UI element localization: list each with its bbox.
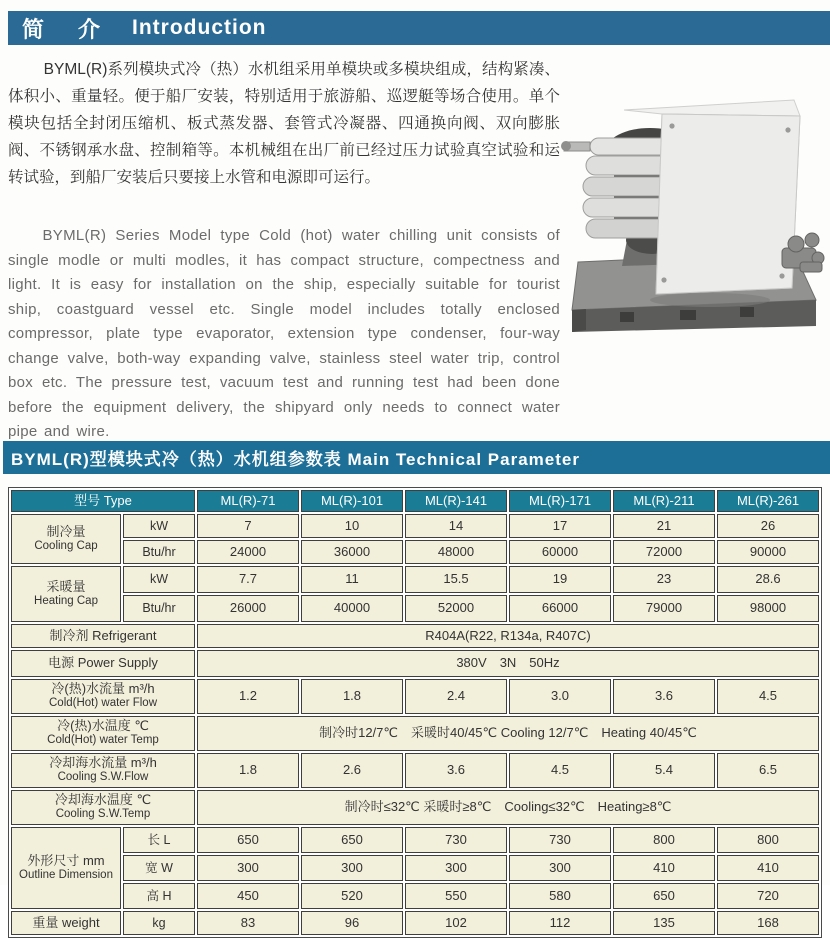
table-cell: 410 <box>613 855 715 881</box>
table-cell: 3.6 <box>613 679 715 714</box>
table-cell: 15.5 <box>405 566 507 593</box>
table-cell: 102 <box>405 911 507 935</box>
table-cell: 550 <box>405 883 507 909</box>
table-cell: 720 <box>717 883 819 909</box>
table-cell: 21 <box>613 514 715 538</box>
table-cell: 800 <box>717 827 819 853</box>
unit-cell: kW <box>123 514 195 538</box>
unit-cell: kg <box>123 911 195 935</box>
unit-cell: 高 H <box>123 883 195 909</box>
intro-paragraph-en: BYML(R) Series Model type Cold (hot) water chilling unit consists of single modle or multi modles, it has compact structure, compectness and light. It is easy for installation on the ship, especially suitable for tourist ship, coastguard vessel etc. Single model includes totally enclosed compressor, plate type evaporator, extension type condenser, four-way change valve, both-way expanding valve, stainless steel water trip, control box etc. The pressure test, vacuum test and running test had been done before the equipment delivery, the shipyard only needs to connect water pipe and wire. <box>8 227 560 440</box>
row-label-water-flow: 冷(热)水流量 m³/h Cold(Hot) water Flow <box>11 679 195 714</box>
intro-header-bar <box>8 11 830 45</box>
table-cell: 800 <box>613 827 715 853</box>
row-label-sw-temp: 冷却海水温度 ℃ Cooling S.W.Temp <box>11 790 195 825</box>
row-label-water-temp: 冷(热)水温度 ℃ Cold(Hot) water Temp <box>11 716 195 751</box>
dimension-length-row <box>11 827 819 853</box>
sw-flow-row <box>11 753 819 788</box>
heating-kw-row <box>11 566 819 593</box>
table-cell: 79000 <box>613 595 715 622</box>
refrigerant-value: R404A(R22, R134a, R407C) <box>197 624 819 648</box>
table-cell: 96 <box>301 911 403 935</box>
parameters-table <box>8 487 822 938</box>
unit-cell: 宽 W <box>123 855 195 881</box>
table-cell: 72000 <box>613 540 715 564</box>
unit-cell: Btu/hr <box>123 540 195 564</box>
table-cell: 23 <box>613 566 715 593</box>
table-cell: 2.4 <box>405 679 507 714</box>
table-cell: 300 <box>197 855 299 881</box>
table-cell: 48000 <box>405 540 507 564</box>
table-cell: 300 <box>405 855 507 881</box>
table-cell: 90000 <box>717 540 819 564</box>
table-cell: 26000 <box>197 595 299 622</box>
water-temp-value: 制冷时12/7℃ 采暖时40/45℃ Cooling 12/7℃ Heating 40/45℃ <box>197 716 819 751</box>
parameters-title: BYML(R)型模块式冷（热）水机组参数表 Main Technical Parameter <box>11 450 580 469</box>
col-header-type: 型号 Type <box>11 490 195 512</box>
intro-title-zh: 简 介 <box>22 16 107 42</box>
sw-temp-value: 制冷时≤32℃ 采暖时≥8℃ Cooling≤32℃ Heating≥8℃ <box>197 790 819 825</box>
table-cell: 28.6 <box>717 566 819 593</box>
water-temp-row <box>11 716 819 751</box>
table-cell: 4.5 <box>509 753 611 788</box>
table-cell: 135 <box>613 911 715 935</box>
col-header-model: ML(R)-261 <box>717 490 819 512</box>
col-header-model: ML(R)-101 <box>301 490 403 512</box>
refrigerant-row <box>11 624 819 648</box>
parameters-header-bar <box>3 441 830 474</box>
row-label-refrigerant: 制冷剂 Refrigerant <box>11 624 195 648</box>
table-cell: 650 <box>197 827 299 853</box>
row-label-dimension: 外形尺寸 mm Outline Dimension <box>11 827 121 909</box>
table-cell: 83 <box>197 911 299 935</box>
table-cell: 60000 <box>509 540 611 564</box>
row-label-cooling: 制冷量 Cooling Cap <box>11 514 121 564</box>
power-value: 380V 3N 50Hz <box>197 650 819 677</box>
unit-cell: 长 L <box>123 827 195 853</box>
table-cell: 300 <box>509 855 611 881</box>
table-cell: 2.6 <box>301 753 403 788</box>
product-photo <box>560 64 826 348</box>
row-label-power: 电源 Power Supply <box>11 650 195 677</box>
table-cell: 650 <box>301 827 403 853</box>
table-header-row <box>11 490 819 512</box>
heating-btu-row <box>11 595 819 622</box>
col-header-model: ML(R)-141 <box>405 490 507 512</box>
table-cell: 7 <box>197 514 299 538</box>
water-flow-row <box>11 679 819 714</box>
table-cell: 19 <box>509 566 611 593</box>
row-label-heating: 采暖量 Heating Cap <box>11 566 121 622</box>
table-cell: 14 <box>405 514 507 538</box>
intro-paragraph-zh: BYML(R)系列模块式冷（热）水机组采用单模块或多模块组成，结构紧凑、体积小、重量轻。便于船厂安装，特别适用于旅游船、巡逻艇等场合使用。单个模块包括全封闭压缩机、板式蒸发器、套管式冷凝器、四通换向阀、双向膨胀阀、不锈钢承水盘、控制箱等。本机械组在出厂前已经过压力试验真空试验和运转试验，到船厂安装后只要接上水管和电源即可运行。 <box>8 61 560 186</box>
table-cell: 730 <box>405 827 507 853</box>
dimension-width-row <box>11 855 819 881</box>
table-cell: 300 <box>301 855 403 881</box>
intro-title-en: Introduction <box>132 16 267 39</box>
cooling-kw-row <box>11 514 819 538</box>
table-cell: 7.7 <box>197 566 299 593</box>
table-cell: 3.0 <box>509 679 611 714</box>
table-cell: 450 <box>197 883 299 909</box>
table-cell: 36000 <box>301 540 403 564</box>
row-label-sw-flow: 冷却海水流量 m³/h Cooling S.W.Flow <box>11 753 195 788</box>
unit-cell: kW <box>123 566 195 593</box>
dimension-height-row <box>11 883 819 909</box>
table-cell: 730 <box>509 827 611 853</box>
unit-cell: Btu/hr <box>123 595 195 622</box>
table-cell: 580 <box>509 883 611 909</box>
col-header-model: ML(R)-71 <box>197 490 299 512</box>
table-cell: 1.8 <box>197 753 299 788</box>
col-header-model: ML(R)-171 <box>509 490 611 512</box>
cooling-btu-row <box>11 540 819 564</box>
table-cell: 4.5 <box>717 679 819 714</box>
sw-temp-row <box>11 790 819 825</box>
table-cell: 10 <box>301 514 403 538</box>
table-cell: 410 <box>717 855 819 881</box>
table-cell: 1.2 <box>197 679 299 714</box>
table-cell: 6.5 <box>717 753 819 788</box>
table-cell: 112 <box>509 911 611 935</box>
table-cell: 3.6 <box>405 753 507 788</box>
table-cell: 24000 <box>197 540 299 564</box>
weight-row <box>11 911 819 935</box>
table-cell: 17 <box>509 514 611 538</box>
table-cell: 66000 <box>509 595 611 622</box>
table-cell: 52000 <box>405 595 507 622</box>
table-cell: 5.4 <box>613 753 715 788</box>
power-supply-row <box>11 650 819 677</box>
table-cell: 1.8 <box>301 679 403 714</box>
table-cell: 650 <box>613 883 715 909</box>
row-label-weight: 重量 weight <box>11 911 121 935</box>
parameters-table-wrap <box>8 487 822 938</box>
table-cell: 520 <box>301 883 403 909</box>
table-cell: 11 <box>301 566 403 593</box>
table-cell: 40000 <box>301 595 403 622</box>
table-cell: 168 <box>717 911 819 935</box>
table-cell: 26 <box>717 514 819 538</box>
col-header-model: ML(R)-211 <box>613 490 715 512</box>
table-cell: 98000 <box>717 595 819 622</box>
